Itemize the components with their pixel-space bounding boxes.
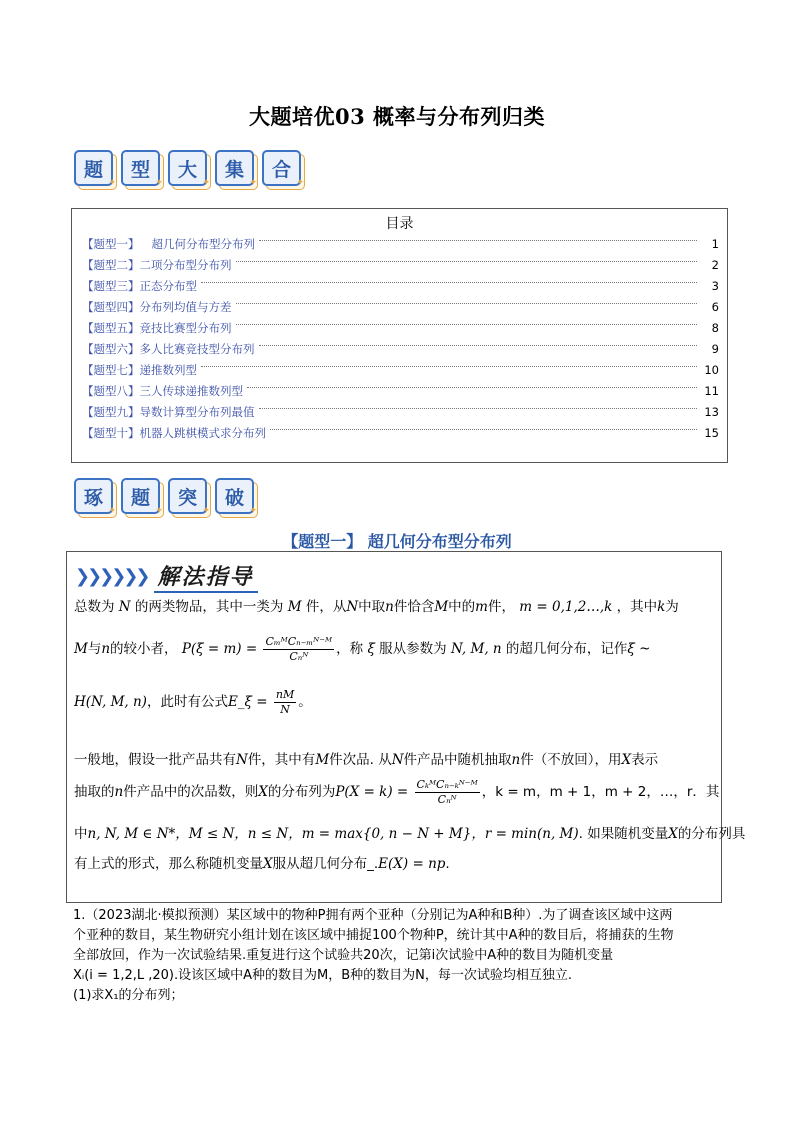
toc-page: 11 — [704, 383, 719, 398]
method-banner-title: 解法指导 — [154, 560, 258, 593]
sparkle-icon: ✦ — [108, 178, 116, 188]
problem-line: 全部放回，作为一次试验结果.重复进行这个试验共20次，记第i次试验中A种的数目为随机变量 — [73, 948, 614, 963]
banner-tile — [168, 150, 209, 188]
method-paragraph: 抽取的n件产品中的次品数，则X的分布列为P(X = k) = $\frac{\text{CₖᴹCₙ₋ₖᴺ⁻ᴹ}}{\text{Cₙᴺ}}$ ，k = m，m + 1，m + 2，…，r．其 — [74, 777, 720, 806]
toc-page: 2 — [711, 257, 719, 272]
toc-page: 6 — [711, 299, 719, 314]
toc-text: 导数计算型分布列最值 — [139, 404, 255, 419]
toc-page: 15 — [704, 425, 719, 440]
toc-item[interactable] — [82, 359, 719, 380]
toc-tag: 【题型九】 — [82, 404, 140, 419]
method-paragraph: M与n的较小者， P(ξ = m) = $\frac{\text{CₘᴹCₙ₋ₘᴺ⁻ᴹ}}{\text{Cₙᴺ}}$ ，称 ξ 服从参数为 N, M, n 的超几何分布，记作ξ ~ — [74, 634, 651, 663]
sparkle-icon: ✦ — [249, 506, 257, 516]
toc-item[interactable] — [82, 401, 719, 422]
section-banner-mid — [74, 478, 256, 516]
method-paragraph: 总数为 N 的两类物品，其中一类为 M 件，从N中取n件恰含M中的m件， m = 0,1,2…,k ，其中k为 — [74, 599, 679, 615]
toc-text: 分布列均值与方差 — [139, 299, 232, 314]
banner-tile — [215, 478, 256, 516]
toc-tag: 【题型二】 — [82, 257, 140, 272]
method-paragraph: 中n, N, M ∈ N*，M ≤ N，n ≤ N，m = max{0, n − N + M}，r = min(n, M). 如果随机变量X的分布列具 — [74, 826, 746, 842]
problem-line: Xᵢ(i = 1,2,L ,20).设该区域中A种的数目为M，B种的数目为N，每一次试验均相互独立. — [73, 968, 573, 983]
toc-item[interactable] — [82, 422, 719, 443]
sparkle-icon: ✦ — [202, 506, 210, 516]
toc-page: 13 — [704, 404, 719, 419]
toc-item[interactable] — [82, 317, 719, 338]
toc-page: 1 — [711, 236, 719, 251]
chevrons-icon: ❯❯❯❯❯❯ — [75, 566, 148, 587]
toc-text: 递推数列型 — [139, 362, 197, 377]
toc-tag: 【题型七】 — [82, 362, 140, 377]
toc-heading: 目录 — [385, 216, 414, 232]
problem-line: (1)求X₁的分布列； — [73, 988, 184, 1003]
banner-tile-char: 突 — [168, 478, 207, 514]
banner-tile-char: 题 — [74, 150, 113, 186]
banner-tile — [74, 478, 115, 516]
toc-page: 3 — [711, 278, 719, 293]
method-paragraph: 一般地，假设一批产品共有N件，其中有M件次品. 从N件产品中随机抽取n件（不放回），用X表示 — [74, 752, 659, 768]
banner-tile-char: 型 — [121, 150, 160, 186]
fraction: $\frac{nM}{N}$ — [275, 687, 295, 716]
sparkle-icon: ✦ — [155, 178, 163, 188]
toc-text: 二项分布型分布列 — [139, 257, 232, 272]
toc-page: 8 — [711, 320, 719, 335]
toc-item[interactable] — [82, 233, 719, 254]
sparkle-icon: ✦ — [108, 506, 116, 516]
toc-tag: 【题型六】 — [82, 341, 140, 356]
toc-tag: 【题型三】 — [82, 278, 140, 293]
banner-tile — [262, 150, 303, 188]
method-banner — [75, 560, 258, 593]
banner-tile — [121, 478, 162, 516]
toc-text: 多人比赛竞技型分布列 — [139, 341, 255, 356]
section-heading: 【题型一】 超几何分布型分布列 — [282, 532, 512, 551]
banner-tile — [121, 150, 162, 188]
toc-text: 超几何分布型分布列 — [151, 236, 255, 251]
document-title: 大题培优03 概率与分布列归类 — [248, 104, 546, 129]
table-of-contents — [71, 208, 728, 463]
toc-item[interactable] — [82, 275, 719, 296]
toc-item[interactable] — [82, 254, 719, 275]
section-banner-top — [74, 150, 303, 188]
sparkle-icon: ✦ — [296, 178, 304, 188]
banner-tile-char: 题 — [121, 478, 160, 514]
toc-tag: 【题型四】 — [82, 299, 140, 314]
toc-page: 9 — [711, 341, 719, 356]
banner-tile-char: 破 — [215, 478, 254, 514]
banner-tile-char: 琢 — [74, 478, 113, 514]
toc-tag: 【题型十】 — [82, 425, 140, 440]
toc-item[interactable] — [82, 338, 719, 359]
method-paragraph: 有上式的形式，那么称随机变量X服从超几何分布_.E(X) = np. — [74, 856, 450, 872]
toc-item[interactable] — [82, 296, 719, 317]
sparkle-icon: ✦ — [202, 178, 210, 188]
banner-tile — [168, 478, 209, 516]
toc-text: 正态分布型 — [139, 278, 197, 293]
toc-text: 三人传球递推数列型 — [139, 383, 243, 398]
fraction: $\frac{\text{CₘᴹCₙ₋ₘᴺ⁻ᴹ}}{\text{Cₙᴺ}}$ — [265, 634, 333, 663]
toc-tag: 【题型一】 — [82, 236, 140, 251]
sparkle-icon: ✦ — [249, 178, 257, 188]
toc-text: 机器人跳棋模式求分布列 — [139, 425, 266, 440]
problem-line: 1.（2023湖北·模拟预测）某区域中的物种P拥有两个亚种（分别记为A种和B种）.为了调查该区域中这两 — [73, 908, 673, 923]
problem-line: 个亚种的数目，某生物研究小组计划在该区域中捕捉100个物种P，统计其中A种的数目后，将捕获的生物 — [73, 928, 674, 943]
method-paragraph: H(N, M, n)，此时有公式E_ξ = $\frac{nM}{N}$ 。 — [74, 687, 312, 716]
toc-tag: 【题型五】 — [82, 320, 140, 335]
sparkle-icon: ✦ — [155, 506, 163, 516]
fraction: $\frac{\text{CₖᴹCₙ₋ₖᴺ⁻ᴹ}}{\text{Cₙᴺ}}$ — [416, 777, 478, 806]
method-box — [66, 551, 746, 903]
banner-tile-char: 大 — [168, 150, 207, 186]
toc-tag: 【题型八】 — [82, 383, 140, 398]
banner-tile — [215, 150, 256, 188]
toc-text: 竞技比赛型分布列 — [139, 320, 232, 335]
banner-tile — [74, 150, 115, 188]
toc-item[interactable] — [82, 380, 719, 401]
toc-page: 10 — [704, 362, 719, 377]
banner-tile-char: 集 — [215, 150, 254, 186]
banner-tile-char: 合 — [262, 150, 301, 186]
